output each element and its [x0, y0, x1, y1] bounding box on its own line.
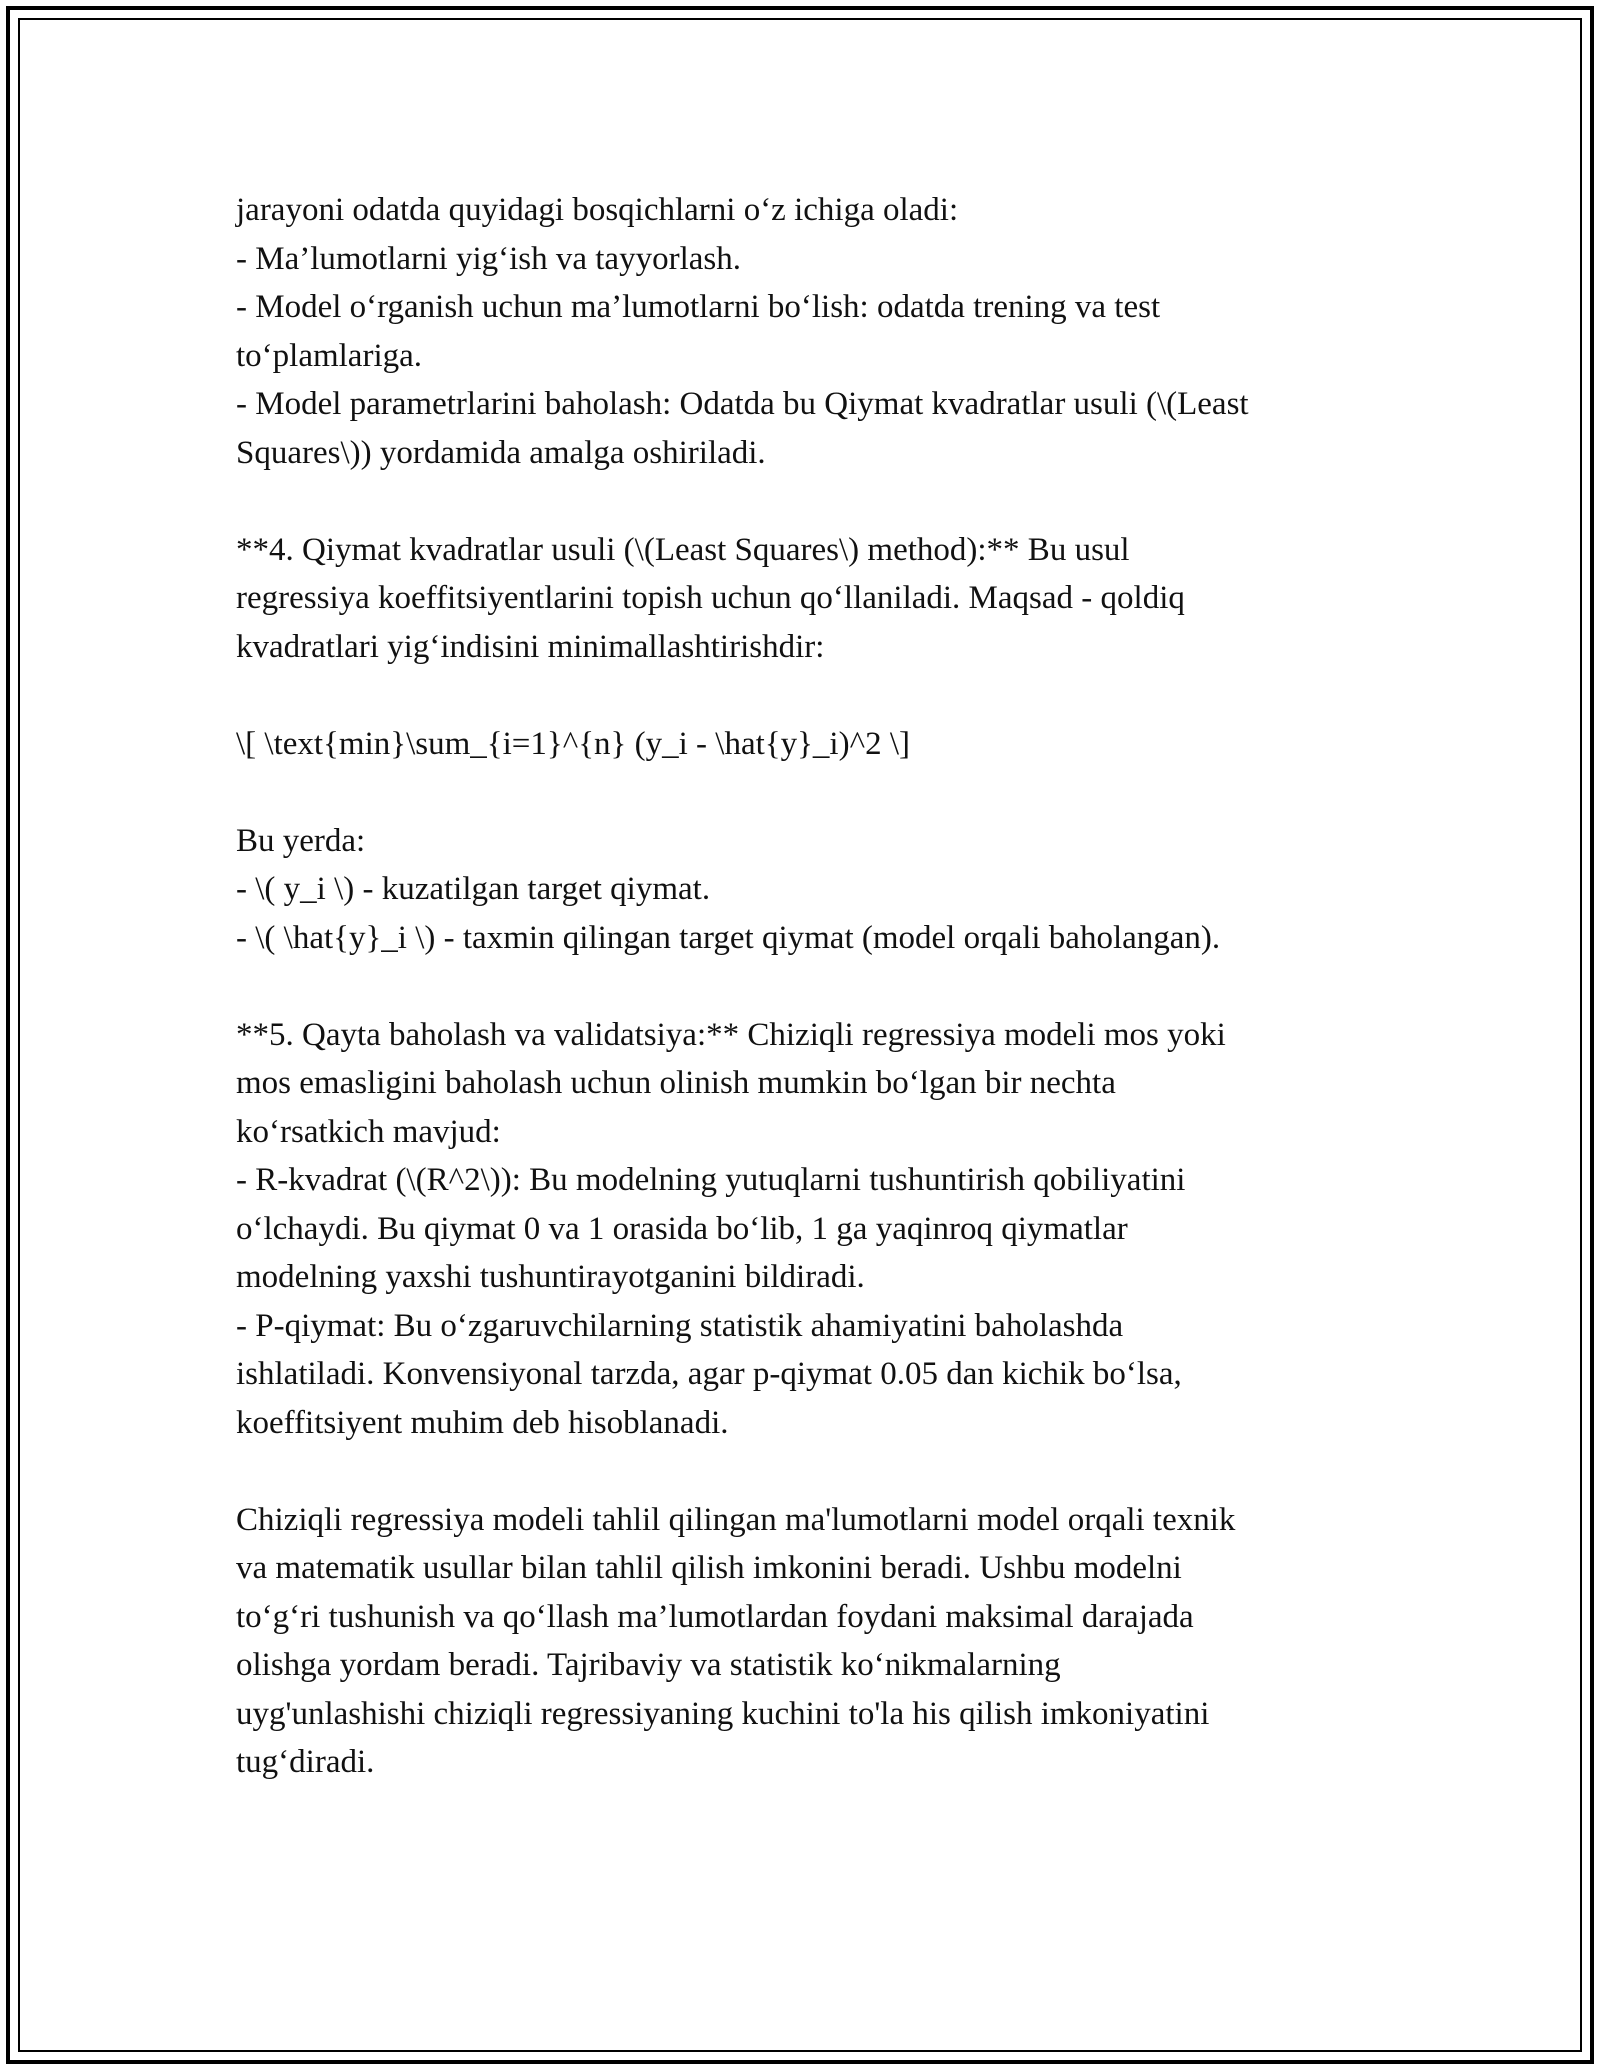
blank-line	[236, 1447, 1376, 1496]
text-line: mos emasligini baholash uchun olinish mumkin bo‘lgan bir nechta	[236, 1065, 1116, 1101]
list-item: - \( y_i \) - kuzatilgan target qiymat.	[236, 871, 711, 907]
text-line: modelning yaxshi tushuntirayotganini bildiradi.	[236, 1259, 865, 1295]
list-item: - \( \hat{y}_i \) - taxmin qilingan target qiymat (model orqali baholangan).	[236, 919, 1221, 956]
text-line: jarayoni odatda quyidagi bosqichlarni o‘z ichiga oladi:	[236, 192, 959, 228]
section-heading-5: **5. Qayta baholash va validatsiya:** Chiziqli regressiya modeli mos yoki	[236, 1016, 1226, 1053]
blank-line	[236, 768, 1376, 817]
text-line: kvadratlari yig‘indisini minimallashtirishdir:	[236, 628, 825, 665]
text-line: tug‘diradi.	[236, 1744, 375, 1780]
blank-line	[236, 671, 1376, 720]
list-item: - Ma’lumotlarni yig‘ish va tayyorlash.	[236, 240, 741, 277]
formula-line: \[ \text{min}\sum_{i=1}^{n} (y_i - \hat{y}_i)^2 \]	[236, 725, 910, 762]
text-line: ishlatiladi. Konvensiyonal tarzda, agar p-qiymat 0.05 dan kichik bo‘lsa,	[236, 1356, 1182, 1392]
text-line: olishga yordam beradi. Tajribaviy va statistik ko‘nikmalarning	[236, 1647, 1061, 1683]
text-line: uyg'unlashishi chiziqli regressiyaning kuchini to'la his qilish imkoniyatini	[236, 1695, 1210, 1732]
text-line: Chiziqli regressiya modeli tahlil qilingan ma'lumotlarni model orqali texnik	[236, 1501, 1236, 1538]
text-line: Bu yerda:	[236, 822, 366, 859]
list-item: - Model parametrlarini baholash: Odatda bu Qiymat kvadratlar usuli (\(Least	[236, 386, 1249, 422]
list-item: - Model o‘rganish uchun ma’lumotlarni bo‘lish: odatda trening va test	[236, 289, 1161, 325]
text-line: regressiya koeffitsiyentlarini topish uchun qo‘llaniladi. Maqsad - qoldiq	[236, 580, 1185, 616]
list-item: - R-kvadrat (\(R^2\)): Bu modelning yutuqlarni tushuntirish qobiliyatini	[236, 1162, 1186, 1198]
text-line: koeffitsiyent muhim deb hisoblanadi.	[236, 1404, 729, 1441]
text-line: to‘plamlariga.	[236, 337, 423, 374]
blank-line	[236, 477, 1376, 526]
text-line: Squares\)) yordamida amalga oshiriladi.	[236, 434, 766, 471]
text-line: o‘lchaydi. Bu qiymat 0 va 1 orasida bo‘lib, 1 ga yaqinroq qiymatlar	[236, 1210, 1128, 1247]
text-line: to‘g‘ri tushunish va qo‘llash ma’lumotlardan foydani maksimal darajada	[236, 1598, 1194, 1635]
list-item: - P-qiymat: Bu o‘zgaruvchilarning statistik ahamiyatini baholashda	[236, 1307, 1124, 1344]
text-line: ko‘rsatkich mavjud:	[236, 1113, 501, 1150]
blank-line	[236, 962, 1376, 1011]
text-line: va matematik usullar bilan tahlil qilish imkonini beradi. Ushbu modelni	[236, 1550, 1182, 1586]
document-body	[236, 186, 1376, 1787]
section-heading-4: **4. Qiymat kvadratlar usuli (\(Least Squares\) method):** Bu usul	[236, 531, 1130, 568]
